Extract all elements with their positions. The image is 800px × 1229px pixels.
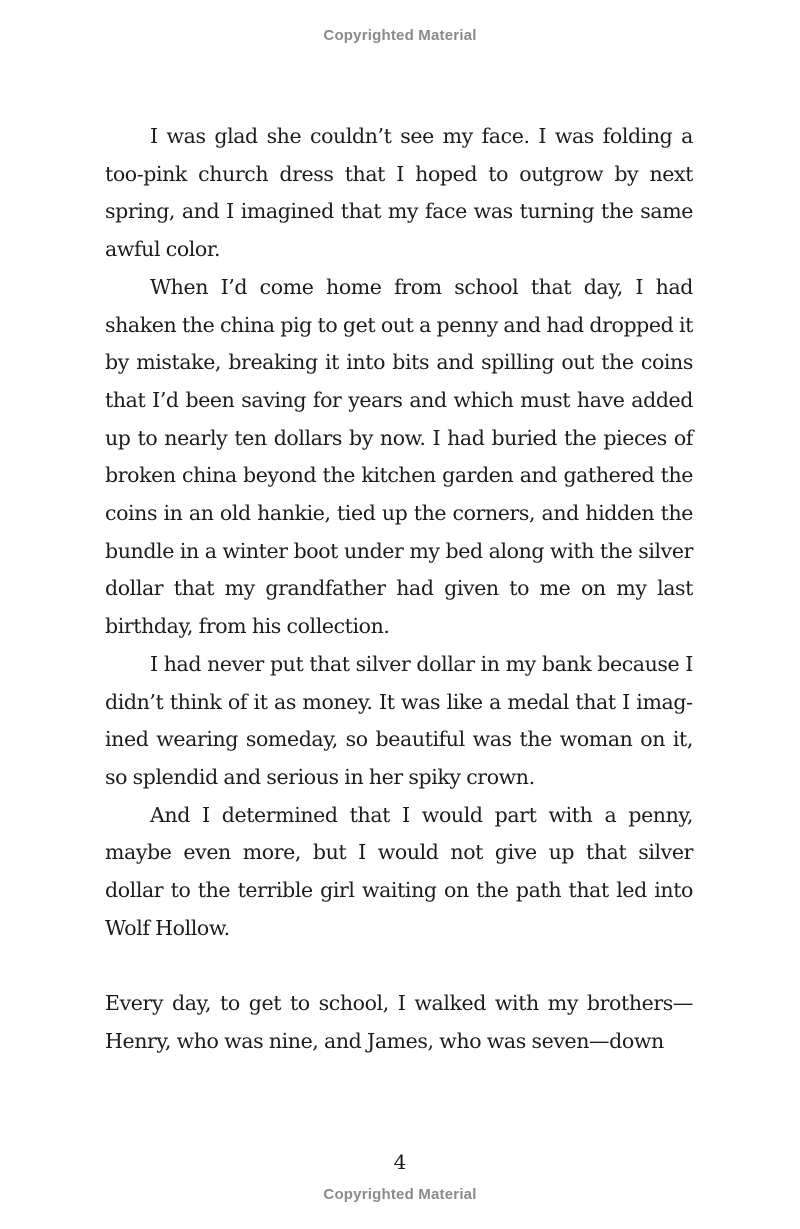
paragraph-section-start: Every day, to get to school, I walked with my brothers—Henry, who was nine, and James, who was seven—down — [105, 991, 693, 1053]
paragraph: I was glad she couldn’t see my face. I was folding a too-pink church dress that I hoped to outgrow by next spring, and I imagined that my face was turning the same awful color. — [105, 124, 693, 262]
copyright-watermark-top: Copyrighted Material — [323, 27, 477, 44]
paragraph: I had never put that silver dollar in my bank because I didn’t think of it as money. It was like a medal that I imagined wearing someday, so beautiful was the woman on it, so splendid and serious in her spiky crown. — [105, 651, 693, 789]
paragraph: When I’d come home from school that day, I had shaken the china pig to get out a penny and had dropped it by mistake, breaking it into bits and spilling out the coins that I’d been saving for years and which must have added up to nearly ten dollars by now. I had buried the pieces of broken china beyond the kitchen garden and gathered the coins in an old hankie, tied up the corners, and hidden the bundle in a winter boot under my bed along with the silver dollar that my grandfather had given to me on my last birthday, from his collection. — [105, 274, 693, 639]
page-body — [105, 118, 693, 1061]
paragraph: And I determined that I would part with a penny, maybe even more, but I would not give up that silver dollar to the terrible girl waiting on the path that led into Wolf Hollow. — [105, 802, 693, 940]
copyright-watermark-bottom: Copyrighted Material — [323, 1186, 477, 1203]
section-break — [105, 947, 693, 985]
page-number: 4 — [393, 1150, 407, 1174]
